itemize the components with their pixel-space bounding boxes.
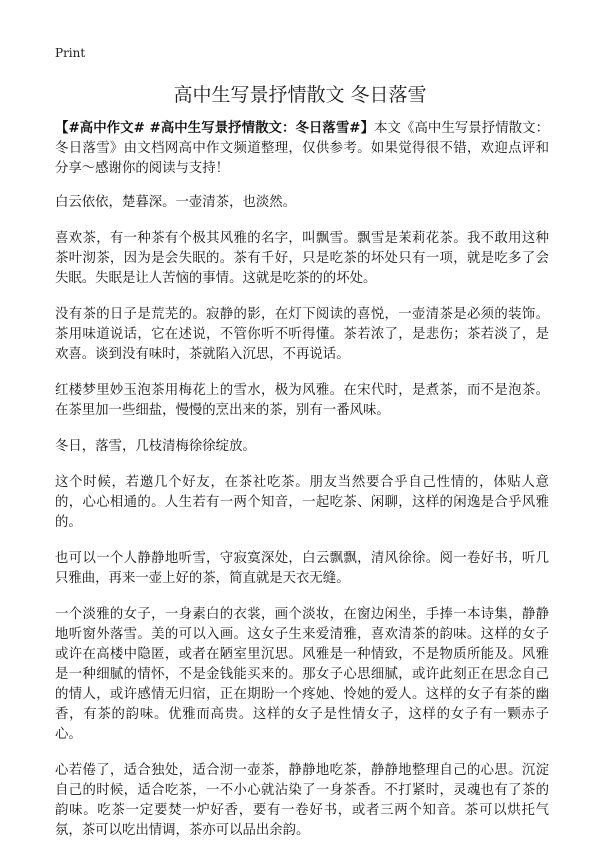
paragraph: 白云依依，楚暮深。一壶清茶，也淡然。	[55, 195, 297, 210]
article-body	[55, 119, 549, 857]
paragraph: 喜欢茶，有一种茶有个极其风雅的名字，叫飘雪。飘雪是茉莉花茶。我不敢用这种茶叶沏茶，因为是会失眠的。茶有千好，只是吃茶的坏处只有一项，就是吃多了会失眠。失眠是让人苦恼的事情。这就是吃茶的的坏处。	[55, 231, 549, 286]
paragraph: 冬日，落雪，几枝清梅徐徐绽放。	[55, 439, 256, 454]
paragraph: 一个淡雅的女子，一身素白的衣裳，画个淡妆，在窗边闲坐，手捧一本诗集，静静地听窗外落雪。美的可以入画。这女子生来爱清雅，喜欢清茶的韵味。这样的女子或许在高楼中隐匿，或者在陋室里沉思。风雅是一种情致，不是物质所能及。风雅是一种细腻的情怀，不是金钱能买来的。那女子心思细腻，或许此刻正在思念自己的情人，或许感情无归宿，正在期盼一个疼她、怜她的爱人。这样的女子有茶的幽香，有茶的韵味。优雅而高贵。这样的女子是性情女子，这样的女子有一颗赤子心。	[55, 607, 549, 742]
paragraph: 红楼梦里妙玉泡茶用梅花上的雪水，极为风雅。在宋代时，是煮茶，而不是泡茶。在茶里加一些细盐，慢慢的烹出来的茶，别有一番风味。	[55, 383, 549, 418]
intro-paragraph	[55, 119, 549, 179]
print-link[interactable]: Print	[55, 46, 86, 60]
paragraph: 也可以一个人静静地听雪，守寂寞深处，白云飘飘，清风徐徐。阅一卷好书，听几只雅曲，再来一壶上好的茶，简直就是天衣无缝。	[55, 551, 549, 586]
paragraph: 这个时候，若邀几个好友，在茶社吃茶。朋友当然要合乎自己性情的，体贴人意的，心心相通的。人生若有一两个知音，一起吃茶、闲聊，这样的闲逸是合乎风雅的。	[55, 475, 549, 530]
intro-text: 本文《高中生写景抒情散文：冬日落雪》由文档网高中作文频道整理，仅供参考。如果觉得很不错，欢迎点评和分享～感谢你的阅读与支持！	[55, 121, 549, 176]
paragraph: 没有茶的日子是荒芜的。寂静的影，在灯下阅读的喜悦，一壶清茶是必须的装饰。茶用味道说话，它在述说，不管你听不听得懂。茶若浓了，是悲伤；茶若淡了，是欢喜。谈到没有味时，茶就陷入沉思，不再说话。	[55, 307, 549, 362]
paragraph: 心若倦了，适合独处，适合沏一壶茶，静静地吃茶，静静地整理自己的心思。沉淀自己的时候，适合吃茶，一不小心就沾染了一身茶香。不打紧时，灵魂也有了茶的韵味。吃茶一定要焚一炉好香，要有一卷好书，或者三两个知音。茶可以烘托气氛，茶可以吃出情调，茶亦可以品出余韵。	[55, 763, 549, 838]
page-title: 高中生写景抒情散文 冬日落雪	[173, 84, 427, 106]
intro-tag: 【#高中作文# #高中生写景抒情散文：冬日落雪#】	[55, 121, 375, 136]
